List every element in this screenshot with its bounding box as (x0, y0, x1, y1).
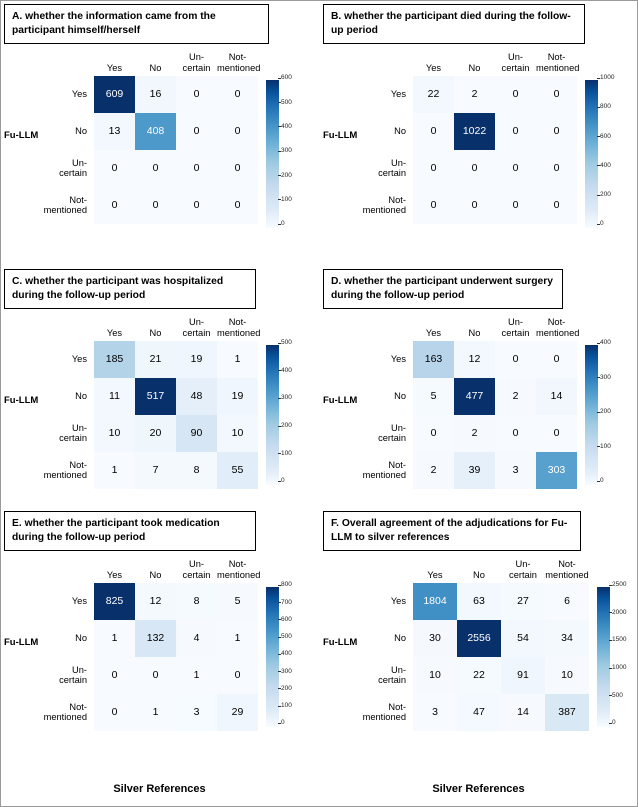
heatmap-cell: 0 (536, 415, 577, 452)
heatmap-cell: 387 (545, 694, 589, 731)
heatmap-cell: 0 (217, 150, 258, 187)
heatmap-row (371, 583, 589, 620)
colorbar-tick-label: 200 (600, 191, 611, 199)
heatmap-cell: 0 (536, 76, 577, 113)
heatmap-row (371, 657, 589, 694)
column-headers (371, 50, 580, 76)
row-header-3: Un- certain (59, 664, 87, 686)
column-header-1: Yes (425, 63, 442, 74)
heatmap-row (52, 657, 258, 694)
colorbar-tick-label: 300 (281, 667, 292, 675)
colorbar-tick-label: 0 (600, 220, 604, 228)
heatmap-cell: 2556 (457, 620, 501, 657)
colorbar-tick-label: 600 (600, 132, 611, 140)
panel-d-ylabel: Fu-LLM (323, 394, 358, 406)
panel-a (4, 4, 315, 269)
panel-f-matrix (323, 557, 634, 731)
panel-c-title: C. whether the participant was hospitalized during the follow-up period (4, 269, 256, 309)
colorbar-tick-label: 500 (281, 98, 292, 106)
heatmap-cell: 0 (217, 113, 258, 150)
heatmap-body (362, 341, 577, 489)
colorbar-gradient (585, 345, 598, 485)
heatmap-row (362, 452, 577, 489)
colorbar (266, 581, 292, 727)
heatmap-body (362, 76, 577, 224)
heatmap-cell: 0 (454, 150, 495, 187)
heatmap-cell: 48 (176, 378, 217, 415)
heatmap-cell: 12 (454, 341, 495, 378)
column-headers (52, 50, 261, 76)
heatmap-cell: 2 (454, 76, 495, 113)
heatmap-row (371, 150, 577, 187)
heatmap-cell: 825 (94, 583, 135, 620)
column-header-1: Yes (106, 570, 123, 581)
heatmap-cell: 1 (176, 657, 217, 694)
panel-d-matrix (323, 315, 634, 489)
heatmap-cell: 10 (413, 657, 457, 694)
heatmap-cell: 29 (217, 694, 258, 731)
row-header-4: Not- mentioned (362, 194, 406, 216)
colorbar-gradient (266, 345, 279, 485)
heatmap-cell: 10 (94, 415, 135, 452)
panel-d-title: D. whether the participant underwent surgery during the follow-up period (323, 269, 563, 309)
heatmap-row (371, 415, 577, 452)
colorbar-tick-label: 400 (281, 650, 292, 658)
colorbar-tick-label: 700 (281, 598, 292, 606)
heatmap-cell: 0 (176, 150, 217, 187)
heatmap-cell: 19 (176, 341, 217, 378)
heatmap-cell: 54 (501, 620, 545, 657)
column-header-3: Un- certain (182, 52, 211, 74)
heatmap-row (371, 378, 577, 415)
panel-f-xlabel: Silver References (432, 783, 525, 795)
panel-f (323, 511, 634, 801)
panel-d (323, 269, 634, 511)
heatmap-cell: 91 (501, 657, 545, 694)
column-header-4: Not- mentioned (536, 317, 580, 339)
row-header-4: Not- mentioned (43, 459, 87, 481)
heatmap-cell: 20 (135, 415, 176, 452)
panel-e-matrix (4, 557, 315, 731)
heatmap-cell: 0 (413, 113, 454, 150)
colorbar-tick-label: 0 (600, 477, 604, 485)
colorbar-tick-label: 100 (281, 702, 292, 710)
heatmap-cell: 1 (94, 452, 135, 489)
heatmap-cell: 0 (176, 187, 217, 224)
heatmap-body (43, 76, 258, 224)
heatmap-cell: 0 (135, 187, 176, 224)
column-header-3: Un- certain (501, 52, 530, 74)
colorbar-ticks (281, 581, 313, 727)
heatmap-cell: 12 (135, 583, 176, 620)
heatmap-cell: 408 (135, 113, 176, 150)
heatmap-body (362, 583, 589, 731)
colorbar (266, 339, 292, 485)
heatmap-cell: 163 (413, 341, 454, 378)
heatmap-cell: 0 (536, 113, 577, 150)
heatmap-cell: 1 (217, 341, 258, 378)
heatmap-cell: 0 (413, 187, 454, 224)
heatmap-cell: 517 (135, 378, 176, 415)
colorbar (266, 74, 292, 228)
heatmap-cell: 2 (454, 415, 495, 452)
heatmap-cell: 14 (536, 378, 577, 415)
heatmap-cell: 609 (94, 76, 135, 113)
row-header-4: Not- mentioned (43, 194, 87, 216)
heatmap-cell: 10 (217, 415, 258, 452)
colorbar-tick-label: 300 (281, 394, 292, 402)
column-headers (52, 315, 261, 341)
colorbar-ticks (600, 74, 632, 228)
colorbar-tick-label: 0 (281, 220, 285, 228)
heatmap-cell: 0 (217, 187, 258, 224)
colorbar-tick-label: 1500 (612, 636, 627, 644)
heatmap-cell: 55 (217, 452, 258, 489)
column-headers (371, 315, 580, 341)
heatmap-cell: 185 (94, 341, 135, 378)
colorbar-ticks (281, 74, 313, 228)
column-header-2: No (149, 63, 162, 74)
panel-a-title: A. whether the information came from the participant himself/herself (4, 4, 269, 44)
heatmap-cell: 90 (176, 415, 217, 452)
colorbar-gradient (585, 80, 598, 228)
heatmap-cell: 39 (454, 452, 495, 489)
heatmap-cell: 63 (457, 583, 501, 620)
heatmap-cell: 0 (413, 415, 454, 452)
heatmap-cell: 3 (495, 452, 536, 489)
panel-b-ylabel: Fu-LLM (323, 129, 358, 141)
heatmap-cell: 8 (176, 452, 217, 489)
colorbar-tick-label: 400 (600, 161, 611, 169)
panel-e-title: E. whether the participant took medication during the follow-up period (4, 511, 256, 551)
column-header-2: No (473, 570, 485, 581)
row-header-1: Yes (71, 88, 87, 99)
row-header-1: Yes (390, 595, 406, 606)
panel-b (323, 4, 634, 269)
heatmap-row (52, 341, 258, 378)
column-header-2: No (468, 63, 481, 74)
heatmap-cell: 0 (176, 113, 217, 150)
column-header-1: Yes (106, 328, 123, 339)
heatmap-cell: 1804 (413, 583, 457, 620)
colorbar-tick-label: 500 (281, 633, 292, 641)
colorbar-tick-label: 200 (600, 408, 611, 416)
panel-c (4, 269, 315, 511)
row-header-2: No (394, 632, 406, 643)
panel-c-ylabel: Fu-LLM (4, 394, 39, 406)
row-header-1: Yes (390, 88, 406, 99)
row-header-3: Un- certain (59, 422, 87, 444)
heatmap-row (52, 583, 258, 620)
colorbar-gradient (597, 587, 610, 727)
colorbar-tick-label: 100 (600, 442, 611, 450)
panel-e-core (43, 557, 261, 731)
heatmap-cell: 47 (457, 694, 501, 731)
row-header-3: Un- certain (59, 157, 87, 179)
row-header-4: Not- mentioned (362, 701, 406, 723)
column-header-4: Not- mentioned (217, 317, 261, 339)
heatmap-cell: 0 (94, 694, 135, 731)
heatmap-cell: 2 (495, 378, 536, 415)
heatmap-cell: 5 (413, 378, 454, 415)
row-header-3: Un- certain (378, 422, 406, 444)
panel-e-ylabel: Fu-LLM (4, 636, 39, 648)
heatmap-cell: 0 (217, 657, 258, 694)
heatmap-cell: 1 (217, 620, 258, 657)
colorbar-tick-label: 0 (281, 477, 285, 485)
colorbar (585, 74, 615, 228)
heatmap-row (43, 187, 258, 224)
heatmap-cell: 0 (94, 187, 135, 224)
row-header-4: Not- mentioned (362, 459, 406, 481)
row-header-1: Yes (71, 353, 87, 364)
panel-b-matrix (323, 50, 634, 228)
panel-b-core (362, 50, 580, 224)
row-header-1: Yes (390, 353, 406, 364)
row-header-3: Un- certain (378, 157, 406, 179)
heatmap-row (371, 76, 577, 113)
colorbar-tick-label: 200 (281, 684, 292, 692)
colorbar-tick-label: 400 (281, 366, 292, 374)
heatmap-cell: 132 (135, 620, 176, 657)
heatmap-cell: 0 (94, 657, 135, 694)
column-header-3: Un- certain (509, 559, 537, 581)
colorbar-tick-label: 2000 (612, 608, 627, 616)
colorbar-tick-label: 400 (281, 122, 292, 130)
heatmap-cell: 16 (135, 76, 176, 113)
colorbar-tick-label: 600 (281, 74, 292, 82)
colorbar-tick-label: 1000 (600, 74, 615, 82)
heatmap-cell: 0 (413, 150, 454, 187)
row-header-2: No (394, 390, 406, 401)
row-header-2: No (75, 390, 87, 401)
heatmap-cell: 30 (413, 620, 457, 657)
column-header-4: Not- mentioned (545, 559, 589, 581)
colorbar-tick-label: 0 (281, 719, 285, 727)
heatmap-row (371, 113, 577, 150)
heatmap-cell: 0 (536, 150, 577, 187)
heatmap-row (52, 150, 258, 187)
row-header-4: Not- mentioned (43, 701, 87, 723)
heatmap-row (371, 620, 589, 657)
heatmap-cell: 11 (94, 378, 135, 415)
column-header-4: Not- mentioned (217, 559, 261, 581)
colorbar-ticks (600, 339, 632, 485)
column-headers (371, 557, 589, 583)
heatmap-cell: 0 (495, 150, 536, 187)
colorbar-tick-label: 500 (281, 339, 292, 347)
heatmap-cell: 0 (495, 187, 536, 224)
column-header-2: No (468, 328, 481, 339)
heatmap-cell: 10 (545, 657, 589, 694)
heatmap-cell: 0 (176, 76, 217, 113)
heatmap-cell: 6 (545, 583, 589, 620)
heatmap-cell: 0 (536, 187, 577, 224)
panel-a-matrix (4, 50, 315, 228)
panel-f-ylabel: Fu-LLM (323, 636, 358, 648)
heatmap-cell: 0 (495, 76, 536, 113)
column-headers (52, 557, 261, 583)
colorbar (585, 339, 611, 485)
heatmap-cell: 0 (135, 150, 176, 187)
heatmap-cell: 27 (501, 583, 545, 620)
heatmap-cell: 13 (94, 113, 135, 150)
panel-b-title: B. whether the participant died during the follow-up period (323, 4, 585, 44)
column-header-1: Yes (106, 63, 123, 74)
colorbar-tick-label: 800 (281, 581, 292, 589)
row-header-2: No (394, 125, 406, 136)
column-header-3: Un- certain (182, 559, 211, 581)
heatmap-cell: 8 (176, 583, 217, 620)
colorbar-tick-label: 200 (281, 171, 292, 179)
heatmap-cell: 1 (135, 694, 176, 731)
heatmap-cell: 0 (495, 113, 536, 150)
heatmap-cell: 0 (217, 76, 258, 113)
panel-d-core (362, 315, 580, 489)
heatmap-cell: 4 (176, 620, 217, 657)
panel-e (4, 511, 315, 801)
heatmap-row (52, 76, 258, 113)
heatmap-cell: 303 (536, 452, 577, 489)
column-header-1: Yes (425, 328, 442, 339)
panel-f-title: F. Overall agreement of the adjudications for Fu-LLM to silver references (323, 511, 581, 551)
row-header-2: No (75, 125, 87, 136)
column-header-3: Un- certain (182, 317, 211, 339)
panel-f-xlabel-wrap (371, 779, 586, 795)
heatmap-body (43, 583, 258, 731)
row-header-3: Un- certain (378, 664, 406, 686)
panel-e-xlabel-wrap (52, 779, 267, 795)
colorbar-tick-label: 600 (281, 615, 292, 623)
colorbar-tick-label: 400 (600, 339, 611, 347)
column-header-4: Not- mentioned (536, 52, 580, 74)
colorbar-ticks (612, 581, 638, 727)
panel-e-xlabel: Silver References (113, 783, 206, 795)
colorbar-tick-label: 300 (600, 373, 611, 381)
heatmap-cell: 0 (454, 187, 495, 224)
panel-a-ylabel: Fu-LLM (4, 129, 39, 141)
heatmap-cell: 7 (135, 452, 176, 489)
heatmap-cell: 0 (135, 657, 176, 694)
colorbar (597, 581, 627, 727)
heatmap-cell: 22 (457, 657, 501, 694)
heatmap-cell: 5 (217, 583, 258, 620)
row-header-2: No (75, 632, 87, 643)
heatmap-row (371, 341, 577, 378)
heatmap-cell: 34 (545, 620, 589, 657)
heatmap-row (52, 620, 258, 657)
heatmap-row (362, 694, 589, 731)
heatmap-cell: 22 (413, 76, 454, 113)
colorbar-tick-label: 1000 (612, 664, 627, 672)
column-header-2: No (149, 328, 162, 339)
heatmap-cell: 2 (413, 452, 454, 489)
heatmap-cell: 3 (413, 694, 457, 731)
heatmap-row (52, 113, 258, 150)
heatmap-cell: 21 (135, 341, 176, 378)
heatmap-cell: 1 (94, 620, 135, 657)
heatmap-cell: 1022 (454, 113, 495, 150)
heatmap-row (362, 187, 577, 224)
column-header-3: Un- certain (501, 317, 530, 339)
heatmap-body (43, 341, 258, 489)
heatmap-cell: 14 (501, 694, 545, 731)
heatmap-row (52, 415, 258, 452)
column-header-4: Not- mentioned (217, 52, 261, 74)
colorbar-tick-label: 100 (281, 195, 292, 203)
heatmap-row (43, 694, 258, 731)
colorbar-tick-label: 800 (600, 103, 611, 111)
panel-a-core (43, 50, 261, 224)
column-header-2: No (149, 570, 162, 581)
heatmap-cell: 0 (536, 341, 577, 378)
heatmap-cell: 3 (176, 694, 217, 731)
panel-f-core (362, 557, 589, 731)
colorbar-tick-label: 2500 (612, 581, 627, 589)
heatmap-cell: 0 (94, 150, 135, 187)
heatmap-row (52, 378, 258, 415)
heatmap-cell: 477 (454, 378, 495, 415)
figure-grid (4, 4, 634, 801)
colorbar-ticks (281, 339, 313, 485)
heatmap-cell: 0 (495, 415, 536, 452)
heatmap-row (43, 452, 258, 489)
colorbar-tick-label: 500 (612, 691, 623, 699)
colorbar-tick-label: 300 (281, 147, 292, 155)
colorbar-tick-label: 100 (281, 449, 292, 457)
row-header-1: Yes (71, 595, 87, 606)
heatmap-cell: 0 (495, 341, 536, 378)
colorbar-tick-label: 200 (281, 422, 292, 430)
panel-c-core (43, 315, 261, 489)
colorbar-tick-label: 0 (612, 719, 616, 727)
panel-c-matrix (4, 315, 315, 489)
column-header-1: Yes (427, 570, 443, 581)
heatmap-cell: 19 (217, 378, 258, 415)
